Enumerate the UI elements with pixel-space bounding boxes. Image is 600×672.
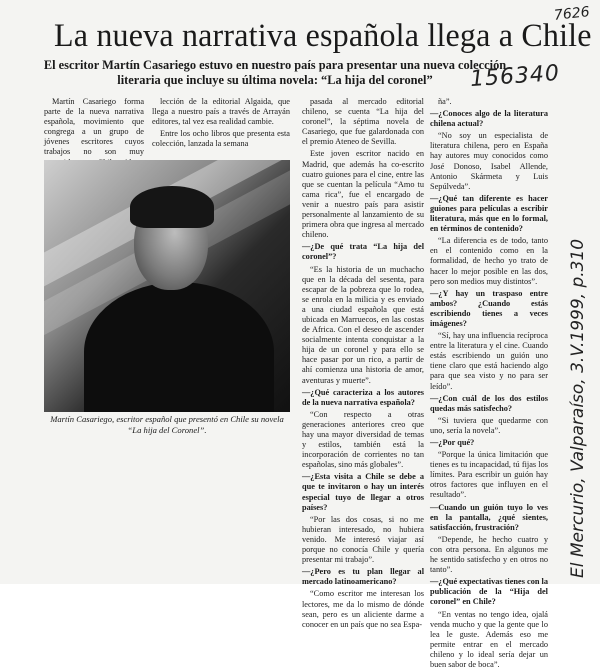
interview-answer: “Si tuviera que quedarme con uno, sería la novela”. — [430, 415, 548, 435]
interview-question: —¿Qué tan diferente es hacer guiones para películas a escribir literatura, más que en lo formal, en términos de contenido? — [430, 193, 548, 234]
author-photo — [44, 160, 290, 412]
column-3 — [302, 97, 424, 632]
interview-answer: “Por las dos cosas, si no me hubieran interesado, no hubiera venido. Me interesó viajar así porque no conocía Chile y quería presentar mi trabajo”. — [302, 514, 424, 565]
interview-answer: “Es la historia de un muchacho que en la década del sesenta, para escapar de la pobreza que lo rodea, se enrola en la milicia y es enviado a una ciudad española que está ubicada en Marruecos, en las costas de Africa. Con el deseo de ascender socialmente intenta conquistar a la hija de un coronel y para ello se hace pasar por un rico, a partir de ahí comienza una historia de amor, aventuras y muerte”. — [302, 264, 424, 385]
interview-question: —¿Qué caracteriza a los autores de la nueva narrativa española? — [302, 387, 424, 407]
interview-question: —¿Qué expectativas tienes con la publicación de la “Hija del coronel” en Chile? — [430, 577, 548, 607]
handwritten-margin-note — [552, 188, 596, 578]
interview-answer: “Con respecto a otras generaciones anteriores creo que hay una mayor diversidad de temas y estilos, también está la incorporación de corrientes no tan españolas, sino más globales”. — [302, 409, 424, 470]
interview-question: —¿Y hay un traspaso entre ambos? ¿Cuando estás escribiendo tienes a veces imágenes? — [430, 288, 548, 328]
column-2 — [152, 97, 290, 151]
interview-answer: “Porque la única limitación que tienes es tu incapacidad, tú fijas los límites. Para escribir un guión hay otros factores que influyen en el resultado”. — [430, 450, 548, 500]
photo-caption: Martín Casariego, escritor español que presentó en Chile su novela “La hija del Coronel”. — [50, 414, 284, 435]
paragraph: pasada al mercado editorial chileno, se cuenta “La hija del coronel”, la séptima novela de Casariego, que fue galardonada con el premio Ateneo de Sevilla. — [302, 97, 424, 147]
interview-question: —¿Conoces algo de la literatura chilena actual? — [430, 109, 548, 129]
interview-question: —¿Con cuál de los dos estilos quedas más satisfecho? — [430, 393, 548, 413]
paragraph: lección de la editorial Algaida, que llega a nuestro país a través de Arrayán editores, tal vez esa realidad cambie. — [152, 97, 290, 127]
interview-answer: “Sí, hay una influencia recíproca entre la literatura y el cine. Cuando estás escribiendo un guión uno tiene claro que está haciendo algo para que sea visto y no para ser leído”. — [430, 331, 548, 391]
interview-question: —Cuando un guión tuyo lo ves en la pantalla, ¿qué sientes, satisfacción, frustración? — [430, 502, 548, 532]
paragraph: Martín Casariego forma parte de la nueva narrativa española, movimiento que congrega a un grupo de jóvenes escritores cuyos trabajos no son muy — [44, 97, 144, 157]
handwritten-reference-number: 7626 — [553, 4, 591, 24]
paragraph: ña”. — [438, 97, 452, 106]
interview-answer: “Como escritor me interesan los lectores, me da lo mismo de dónde sean, pero es un aliciente darme a conocer en un país que no sea Espa- — [302, 589, 424, 629]
column-4 — [430, 97, 548, 672]
interview-answer: “Depende, he hecho cuatro y con otra persona. En algunos me he sentido satisfecho y en otros no tanto”. — [430, 534, 548, 575]
interview-answer: “No soy un especialista de literatura chilena, pero en España hay autores muy conocidos como José Donoso, Isabel Allende, Antonio Skármeta y Luis Sepúlveda”. — [430, 131, 548, 191]
interview-question: —¿Por qué? — [430, 438, 475, 447]
headline: La nueva narrativa española llega a Chile — [54, 18, 592, 54]
interview-question: —¿Pero es tu plan llegar al mercado latinoamericano? — [302, 567, 424, 587]
interview-question: —¿De qué trata “La hija del coronel”? — [302, 242, 424, 262]
subtitle: El escritor Martín Casariego estuvo en nuestro país para presentar una nueva colección literaria que incluye su última novela: “La hija del coronel” — [43, 58, 507, 87]
paragraph: Este joven escritor nacido en Madrid, que además ha co-escrito cuatro guiones para el cine, entre las que se cuentan la película “Amo tu cama rica”, fue el encargado de venir a nuestro país para asistir personalmente al lanzamiento de su primera obra que ingresa al mercado chileno. — [302, 149, 424, 240]
interview-question: —¿Esta visita a Chile se debe a que te invitaron o hay un interés especial tuyo de llegar a otros países? — [302, 472, 424, 512]
paragraph: Entre los ocho libros que presenta esta colección, lanzada la semana — [152, 129, 290, 149]
handwritten-archive-number: 156340 — [469, 60, 561, 93]
interview-answer: “En ventas no tengo idea, ojalá venda mucho y que la gente que lo lea le guste. Además eso me permite entrar en el mercado chileno y lo ideal sería dejar un buen sabor de boca”. — [430, 609, 548, 669]
handwritten-source-note: El Mercurio, Valparaíso, 3.V.1999, p.310 — [568, 238, 588, 578]
interview-answer: “La diferencia es de todo, tanto en el contenido como en la formalidad, de hecho yo trato de hacer lo mejor posible en las dos, pero son medios muy distintos”. — [430, 236, 548, 286]
person-silhouette — [84, 282, 274, 412]
